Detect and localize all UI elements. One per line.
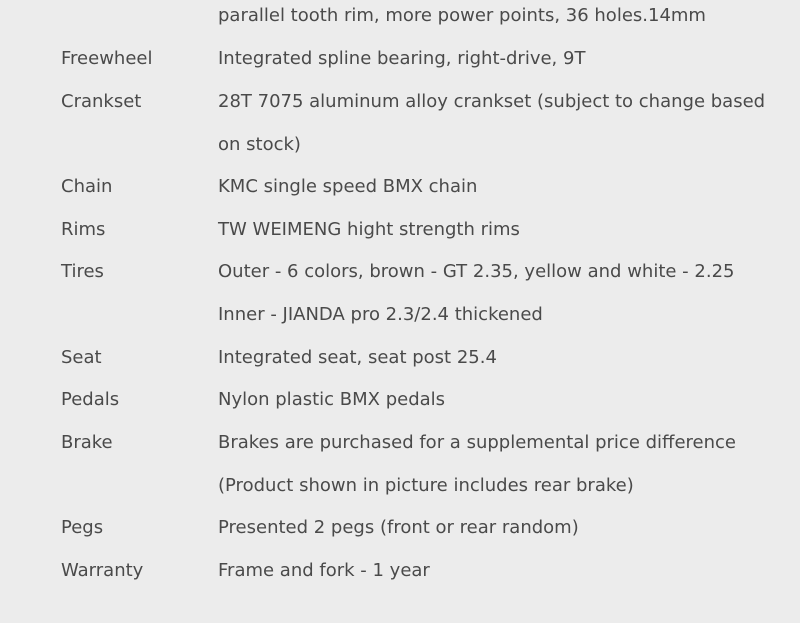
spec-value (218, 506, 788, 549)
spec-value-line: Presented 2 pegs (front or rear random) (218, 517, 579, 538)
spec-value-line: Integrated seat, seat post 25.4 (218, 347, 497, 368)
spec-label: Warranty (61, 560, 144, 581)
spec-value-line: 28T 7075 aluminum alloy crankset (subject to change based (218, 91, 766, 112)
spec-label: Crankset (61, 91, 142, 112)
spec-label: Pedals (61, 389, 120, 410)
spec-value (218, 165, 788, 208)
spec-label: Rims (61, 219, 106, 240)
spec-value-line: Outer - 6 colors, brown - GT 2.35, yellow and white - 2.25 (218, 261, 735, 282)
spec-value-line: (Product shown in picture includes rear brake) (218, 475, 634, 496)
spec-value-line: TW WEIMENG hight strength rims (218, 219, 520, 240)
spec-value (218, 421, 788, 507)
spec-value-line: KMC single speed BMX chain (218, 176, 478, 197)
spec-value (218, 549, 788, 592)
spec-value-line: parallel tooth rim, more power points, 36 holes.14mm (218, 5, 706, 26)
spec-label: Pegs (61, 517, 104, 538)
spec-label: Tires (61, 261, 104, 282)
spec-value-line: Frame and fork - 1 year (218, 560, 430, 581)
spec-value-line: Nylon plastic BMX pedals (218, 389, 446, 410)
spec-value (218, 250, 788, 336)
spec-label: Freewheel (61, 48, 153, 69)
spec-label: Seat (61, 347, 102, 368)
spec-value-line: Brakes are purchased for a supplemental price difference (218, 432, 736, 453)
spec-value (218, 378, 788, 421)
spec-label: Brake (61, 432, 113, 453)
spec-value-line: on stock) (218, 134, 301, 155)
spec-value (218, 0, 788, 37)
spec-value (218, 336, 788, 379)
spec-label: Chain (61, 176, 113, 197)
spec-value (218, 37, 788, 80)
spec-value-line: Integrated spline bearing, right-drive, 9T (218, 48, 586, 69)
spec-value-line: Inner - JIANDA pro 2.3/2.4 thickened (218, 304, 543, 325)
spec-value (218, 208, 788, 251)
spec-value (218, 80, 788, 166)
